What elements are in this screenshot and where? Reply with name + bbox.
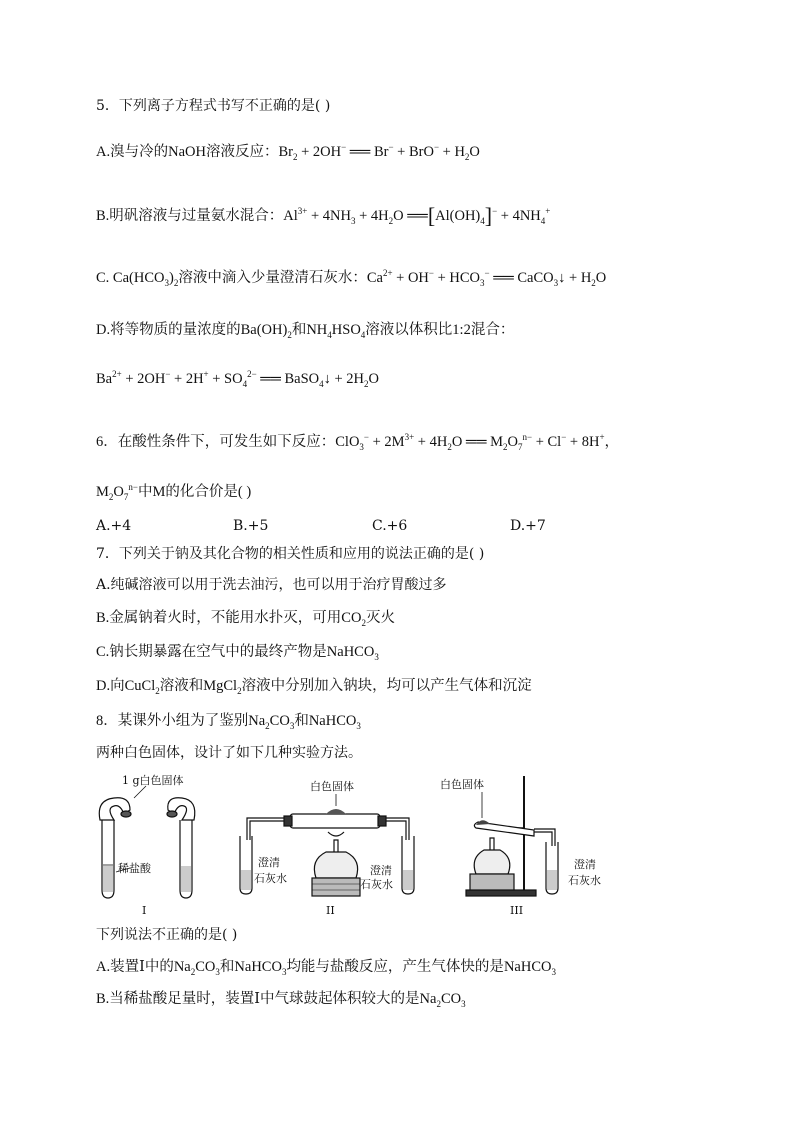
horizontal-tube: [290, 814, 380, 828]
q7-stem: 7．下列关于钠及其化合物的相关性质和应用的说法正确的是( ): [96, 546, 485, 562]
q7-b-text: B.金属钠着火时，不能用水扑灭，可用: [96, 610, 342, 626]
label-lime-3-1: 澄清: [574, 858, 596, 871]
q7-b-tail: 灭火: [365, 610, 395, 626]
apparatus-1: [99, 786, 195, 898]
q7-option-c: C.钠长期暴露在空气中的最终产物是NaHCO$_3$: [96, 644, 379, 662]
q7-option-d: D.向CuCl$_2$溶液和MgCl$_2$溶液中分别加入钠块，均可以产生气体和沉淀: [96, 678, 532, 696]
q6-stem: 6．在酸性条件下，可发生如下反应：$ClO_3^- + 2M^{3+} + 4H_2O$ ══ $M_2O_7^{n-} + Cl^- + 8H^+$，: [96, 432, 620, 452]
label-roman-2: II: [326, 904, 335, 917]
q8-option-b: B.当稀盐酸足量时，装置Ⅰ中气球鼓起体积较大的是$Na_2CO_3$: [96, 991, 466, 1009]
q8-option-a: A.装置Ⅰ中的$Na_2CO_3$和NaHCO$_3$均能与盐酸反应，产生气体快的是NaHCO$_3$: [96, 959, 556, 977]
q8-stem-2: 两种白色固体，设计了如下几种实验方法。: [96, 745, 362, 761]
q8-question: 下列说法不正确的是( ): [96, 927, 238, 943]
q5-a-label: A.溴与冷的NaOH溶液反应：: [96, 144, 279, 160]
q6-option-a: A.+4: [96, 518, 132, 534]
q6-option-c: C.+6: [372, 518, 408, 534]
alcohol-lamp: [314, 852, 357, 878]
q5-option-b: B.明矾溶液与过量氨水混合：$Al^{3+} + 4NH_3 + 4H_2O$ $══[Al(OH)_4]^- + 4NH_4^+$: [96, 203, 551, 228]
q7-d-mid: 溶液和: [159, 678, 204, 694]
alcohol-lamp-3: [474, 850, 510, 874]
q5-option-a: A.溴与冷的NaOH溶液反应：$Br_2 + 2OH^-$ ══ $Br^- + BrO^- + H_2O$: [96, 142, 480, 162]
q7-c-text: C.钠长期暴露在空气中的最终产物是: [96, 644, 327, 660]
apparatus-3: [466, 776, 558, 896]
q6-stem-2: $M_2O_7^{n-}$中M的化合价是( ): [96, 482, 252, 502]
label-lime-3-2: 石灰水: [568, 874, 601, 887]
label-lime-right-1: 澄清: [370, 864, 392, 877]
q8-stem-and: 和: [294, 713, 309, 729]
q5-d-mid: 和: [291, 322, 307, 338]
stand-base: [466, 890, 536, 896]
q6-option-d: D.+7: [510, 518, 546, 534]
q7-d-tail: 溶液中分别加入钠块，均可以产生气体和沉淀: [241, 678, 532, 694]
label-white-solid-3: 白色固体: [440, 778, 484, 791]
equal-arrow-icon: ══: [493, 270, 514, 286]
equal-arrow-icon: ══: [260, 371, 281, 387]
q8-a-text: A.装置Ⅰ中的: [96, 959, 174, 975]
label-roman-3: III: [510, 904, 524, 917]
q6-option-b: B.+5: [233, 518, 269, 534]
label-white-solid-2: 白色固体: [310, 780, 354, 793]
q8-stem-text: 8．某课外小组为了鉴别: [96, 713, 249, 729]
label-roman-1: I: [142, 904, 147, 917]
experiment-figure: [90, 770, 630, 920]
q5-c-label: 溶液中滴入少量澄清石灰水：: [178, 270, 367, 286]
equal-arrow-icon: ══: [465, 434, 487, 450]
equal-arrow-icon: ══: [349, 144, 371, 160]
q5-option-d: D.将等物质的量浓度的$Ba(OH)_2$和$NH_4HSO_4$溶液以体积比1:2混合：: [96, 322, 515, 340]
q8-b-text: B.当稀盐酸足量时，装置Ⅰ中气球鼓起体积较大的是: [96, 991, 420, 1007]
q5-option-d-equation: $Ba^{2+} + 2OH^- + 2H^+ + SO_4^{2-}$ ══ BaSO$_4$↓ + $2H_2O$: [96, 369, 380, 389]
label-dilute-hcl: 稀盐酸: [118, 862, 151, 875]
wooden-block-3: [470, 874, 514, 890]
label-1g-solid: 1 g白色固体: [122, 774, 184, 787]
q7-option-a: A.纯碱溶液可以用于洗去油污，也可以用于治疗胃酸过多: [96, 577, 447, 593]
q5-b-label: B.明矾溶液与过量氨水混合：: [96, 208, 284, 224]
q7-option-b: B.金属钠着火时，不能用水扑灭，可用$CO_2$灭火: [96, 610, 395, 628]
label-lime-left-1: 澄清: [258, 856, 280, 869]
q5-option-c: C. $Ca(HCO_3)_2$溶液中滴入少量澄清石灰水：$Ca^{2+} + OH^- + HCO_3^-$ ══ CaCO$_3$↓ + $H_2O$: [96, 268, 607, 288]
q5-d-tail: 溶液以体积比1:2混合：: [365, 322, 515, 338]
label-lime-right-2: 石灰水: [360, 878, 393, 891]
q8-a-mid: 均能与盐酸反应，产生气体快的是: [286, 959, 504, 975]
q6-stem-text: 6．在酸性条件下，可发生如下反应：: [96, 434, 336, 450]
q5-d-label: D.将等物质的量浓度的: [96, 322, 241, 338]
q5-stem: 5．下列离子方程式书写不正确的是( ): [96, 98, 331, 114]
q8-stem: 8．某课外小组为了鉴别$Na_2CO_3$和NaHCO$_3$: [96, 713, 361, 731]
q7-d-text: D.向: [96, 678, 125, 694]
q6-stem2-text: 中M的化合价是( ): [137, 484, 252, 500]
equal-arrow-icon: ══: [407, 208, 428, 224]
label-lime-left-2: 石灰水: [254, 872, 287, 885]
wooden-block: [312, 878, 360, 896]
